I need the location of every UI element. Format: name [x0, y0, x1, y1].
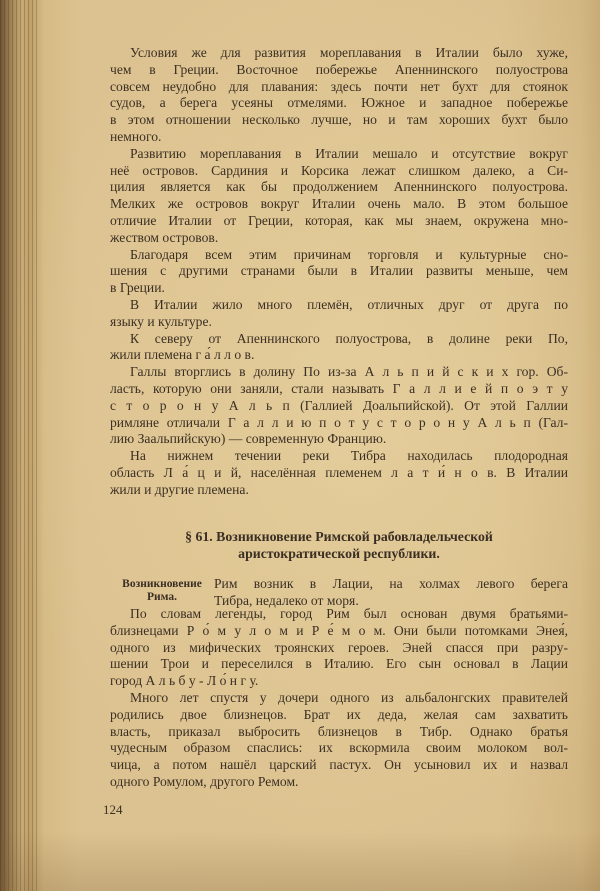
section-heading: [110, 529, 568, 562]
text-line: жили племена г а́ л л о в.: [110, 347, 255, 363]
margin-note-label-line-1: Возникновение: [122, 578, 202, 590]
page-shadow: [0, 831, 600, 891]
text-line: отличие Италии от Греции, которая, как мы знаем, окружена мно-: [110, 212, 568, 228]
text-line: жеством островов.: [110, 229, 219, 245]
margin-note-text: [214, 576, 568, 610]
text-line: жили и другие племена.: [110, 481, 249, 497]
paragraph: [110, 606, 568, 690]
text-line: лию Заальпийскую) — современную Францию.: [110, 431, 387, 447]
paragraph: [110, 331, 568, 365]
text-line: судов, а берега усеяны отмелями. Южное и западное побережье: [110, 95, 568, 111]
text-line: с т о р о н у А л ь п (Галлией Доальпийской). От этой Галлии: [110, 397, 568, 413]
text-line: одного из мифических троянских героев. Эней спасся при разру-: [110, 639, 568, 655]
text-line: В Италии жило много племён, отличных друг от друга по: [130, 296, 568, 312]
text-line: Много лет спустя у дочери одного из альбалонгских правителей: [130, 689, 568, 705]
page-stack-edge: [0, 0, 40, 891]
text-line: близнецами Р о́ м у л о м и Р е́ м о м. Они были потомками Энея́,: [110, 622, 568, 638]
text-line: совсем неудобно для плавания: здесь почти нет бухт для стоянок: [110, 78, 568, 94]
text-line: одного Ромулом, другого Ремом.: [110, 773, 299, 789]
text-line: Рим возник в Лации, на холмах левого берега: [214, 576, 568, 591]
text-line: Тибра, недалеко от моря.: [214, 592, 359, 608]
text-line: в Греции.: [110, 280, 165, 296]
text-line: власть, приказал выбросить близнецов в Тибр. Однако братья: [110, 723, 568, 739]
section-title-line-2: аристократической республики.: [238, 545, 440, 561]
text-block-italy: [110, 45, 568, 499]
text-line: в этом отношении несколько лучше, но и там хороших бухт было: [110, 112, 568, 128]
text-line: языку и культуре.: [110, 313, 212, 329]
text-line: немного.: [110, 128, 162, 144]
text-line: На нижнем течении реки Тибра находилась плодородная: [130, 448, 568, 464]
text-line: шения с другими странами были в Италии развиты меньше, чем: [110, 263, 568, 279]
section-title-line-1: § 61. Возникновение Римской рабовладельческой: [185, 529, 493, 544]
text-line: чем в Греции. Восточное побережье Апеннинского полуострова: [110, 61, 568, 77]
margin-note-row: [110, 576, 568, 610]
text-line: город А л ь б у - Л о́ н г у.: [110, 673, 259, 689]
text-line: Развитию мореплавания в Италии мешало и отсутствие вокруг: [130, 145, 568, 161]
text-line: К северу от Апеннинского полуострова, в долине реки По,: [130, 330, 568, 346]
text-line: римляне отличали Г а л л и ю п о т у с т о р о н у А л ь п (Гал-: [110, 414, 568, 430]
text-line: область Л а́ ц и й, населённая племенем л а т и́ н о в. В Италии: [110, 464, 568, 480]
text-line: По словам легенды, город Рим был основан двумя братьями-: [130, 606, 568, 621]
text-line: ласть, которую они заняли, стали называть Г а л л и е й п о э т у: [110, 380, 568, 396]
paragraph: [110, 247, 568, 297]
text-line: Галлы вторглись в долину По из-за А л ь п и й с к и х гор. Об-: [130, 364, 568, 380]
paragraph: [110, 297, 568, 331]
margin-note-label: [110, 576, 214, 610]
paragraph: [110, 448, 568, 498]
text-block-rome-legend: [110, 606, 568, 791]
text-line: цилия является как бы продолжением Апеннинского полуострова.: [110, 179, 568, 195]
text-line: шении Трои и переселился в Италию. Его сын основал в Лации: [110, 656, 568, 672]
text-line: Мелких же островов вокруг Италии очень мало. В этом большое: [110, 196, 568, 212]
paragraph: [110, 364, 568, 448]
text-line: родились двое близнецов. Брат их деда, желая сам захватить: [110, 706, 568, 722]
text-line: Условия же для развития мореплавания в Италии было хуже,: [130, 45, 568, 60]
text-line: чудесным образом спаслись: их вскормила своим молоком вол-: [110, 740, 568, 756]
page-number: 124: [103, 802, 123, 817]
margin-note-label-line-2: Рима.: [146, 591, 178, 603]
text-line: Благодаря всем этим причинам торговля и культурные сно-: [130, 246, 568, 262]
paragraph: [110, 690, 568, 791]
paragraph: [110, 146, 568, 247]
text-line: неё островов. Сардиния и Корсика лежат слишком далеко, а Си-: [110, 162, 568, 178]
text-line: чица, а потом нашёл царский пастух. Он усыновил их и назвал: [110, 757, 568, 773]
paragraph: [110, 45, 568, 146]
